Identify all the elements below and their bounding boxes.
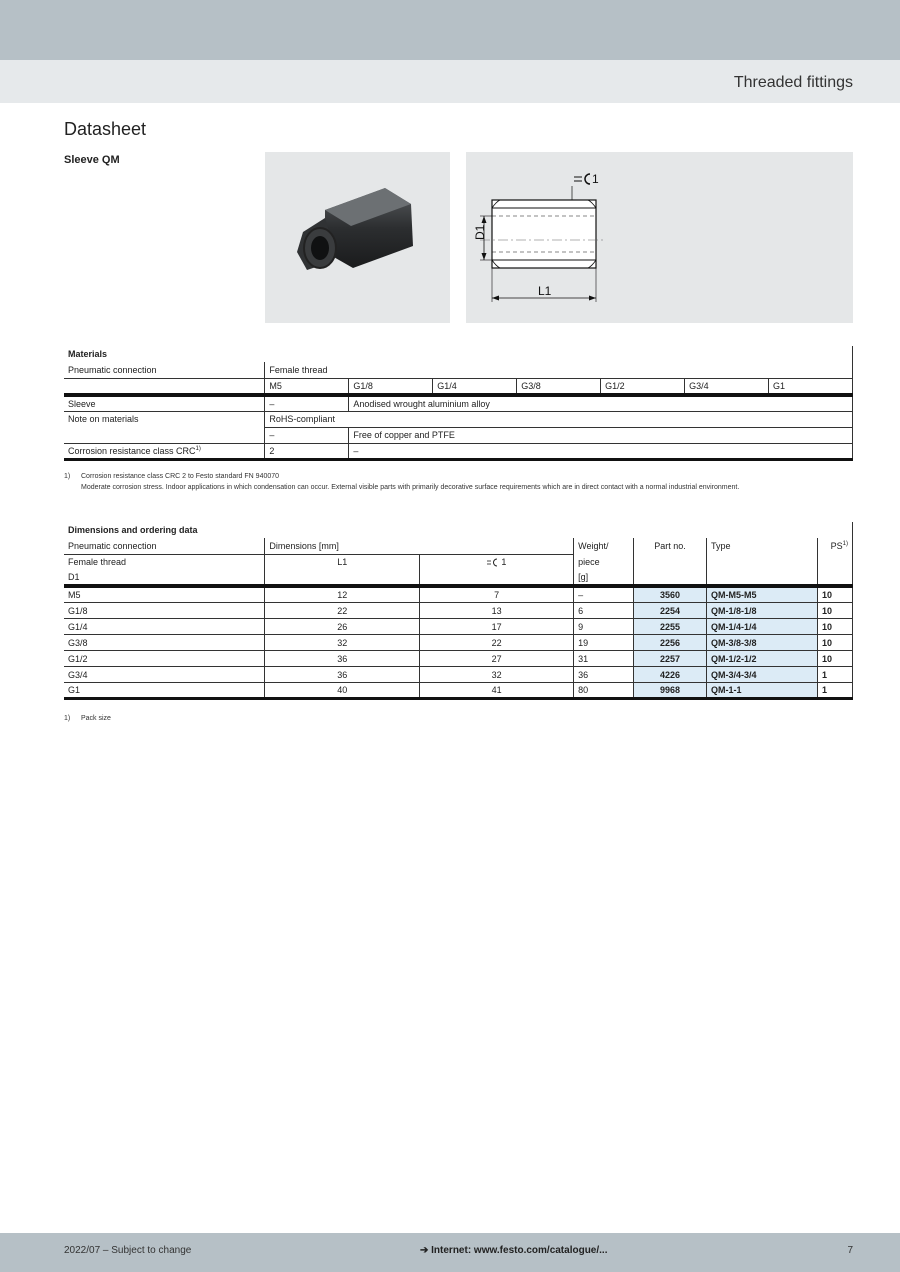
- thread-cell: G1: [64, 683, 265, 699]
- dim-col-conn: Pneumatic connection: [64, 538, 265, 554]
- part-number-cell: 4226: [634, 667, 707, 683]
- wrench-cell: 27: [420, 651, 574, 667]
- thread-g14: G1/4: [433, 378, 517, 395]
- pack-size-cell: 10: [817, 635, 852, 651]
- note-value: RoHS-compliant: [265, 411, 853, 427]
- blank-cell: [64, 427, 265, 443]
- wrench-label: 1: [592, 172, 599, 186]
- dim-col-partno: Part no.: [634, 538, 707, 554]
- table-row: [64, 619, 853, 635]
- thread-g38: G3/8: [517, 378, 601, 395]
- weight-cell: 19: [574, 635, 634, 651]
- sleeve-m5-value: –: [265, 395, 349, 412]
- section-bar: [0, 60, 900, 103]
- wrench-cell: 7: [420, 586, 574, 603]
- dim-sub-wrench: 1: [420, 554, 574, 570]
- thread-g34: G3/4: [685, 378, 769, 395]
- pack-size-cell: 10: [817, 603, 852, 619]
- pack-size-cell: 10: [817, 651, 852, 667]
- dimensions-title: Dimensions and ordering data: [64, 522, 853, 538]
- blank-cell: [64, 378, 265, 395]
- thread-g12: G1/2: [601, 378, 685, 395]
- note-label: Note on materials: [68, 414, 139, 425]
- weight-cell: 36: [574, 667, 634, 683]
- weight-cell: 31: [574, 651, 634, 667]
- part-number-cell: 3560: [634, 586, 707, 603]
- page-title: Datasheet: [64, 119, 147, 139]
- dim-sub-d1: D1: [64, 570, 265, 586]
- l1-cell: 40: [265, 683, 420, 699]
- technical-drawing: [466, 152, 853, 323]
- wrench-cell: 32: [420, 667, 574, 683]
- catalogue-link[interactable]: ➔ Internet: www.festo.com/catalogue/...: [420, 1245, 608, 1256]
- wrench-size-icon: [574, 174, 590, 184]
- type-cell: QM-M5-M5: [707, 586, 818, 603]
- part-number-cell: 2256: [634, 635, 707, 651]
- wrench-cell: 17: [420, 619, 574, 635]
- l1-cell: 36: [265, 651, 420, 667]
- dim-sub-unit: [g]: [574, 570, 634, 586]
- dimensions-rows: [64, 586, 853, 699]
- pack-size-cell: 10: [817, 586, 852, 603]
- footer-date: 2022/07 – Subject to change: [64, 1245, 192, 1256]
- crc-value: –: [349, 443, 853, 459]
- table-row: [64, 603, 853, 619]
- type-cell: QM-1-1: [707, 683, 818, 699]
- table-row: [64, 683, 853, 699]
- dim-col-weight: Weight/: [574, 538, 634, 554]
- dim-col-type: Type: [707, 538, 818, 554]
- part-number-cell: 9968: [634, 683, 707, 699]
- d1-label: D1: [473, 224, 487, 240]
- blank-cell: [817, 554, 852, 570]
- materials-title: Materials: [64, 346, 853, 362]
- table-row: [64, 651, 853, 667]
- type-cell: QM-1/4-1/4: [707, 619, 818, 635]
- wrench-cell: 22: [420, 635, 574, 651]
- blank-cell: [634, 570, 707, 586]
- blank-cell: [707, 554, 818, 570]
- page-footer: [0, 1233, 900, 1272]
- l1-cell: 32: [265, 635, 420, 651]
- blank-cell: [634, 554, 707, 570]
- blank-cell: [265, 570, 420, 586]
- l1-cell: 12: [265, 586, 420, 603]
- type-cell: QM-3/4-3/4: [707, 667, 818, 683]
- thread-g18: G1/8: [349, 378, 433, 395]
- blank-cell: [707, 570, 818, 586]
- product-photo: [265, 152, 450, 323]
- weight-cell: –: [574, 586, 634, 603]
- dimensions-table: [64, 522, 853, 700]
- pack-size-footnote: 1) Pack size: [64, 715, 111, 722]
- note2-m5-value: –: [265, 427, 349, 443]
- thread-cell: G3/8: [64, 635, 265, 651]
- blank-cell: [817, 570, 852, 586]
- pack-size-cell: 1: [817, 667, 852, 683]
- thread-cell: M5: [64, 586, 265, 603]
- crc-m5-value: 2: [265, 443, 349, 459]
- thread-cell: G1/8: [64, 603, 265, 619]
- type-cell: QM-3/8-3/8: [707, 635, 818, 651]
- wrench-size-icon: [487, 558, 499, 567]
- thread-cell: G3/4: [64, 667, 265, 683]
- materials-footnote: 1) Corrosion resistance class CRC 2 to Festo standard FN 940070 Moderate corrosion stress. Indoor applications in which condensation can occur. External visible parts with primarily decorative surface requirements which are in direct contact with a normal industrial environment.: [64, 473, 740, 491]
- note2-value: Free of copper and PTFE: [349, 427, 853, 443]
- wrench-cell: 13: [420, 603, 574, 619]
- part-number-cell: 2257: [634, 651, 707, 667]
- l1-cell: 22: [265, 603, 420, 619]
- dim-sub-l1: L1: [265, 554, 420, 570]
- dim-col-ps: PS$^{1)}$: [817, 538, 852, 554]
- table-row: [64, 586, 853, 603]
- product-title: Sleeve QM: [64, 154, 120, 166]
- wrench-cell: 41: [420, 683, 574, 699]
- dim-col-dims: Dimensions [mm]: [265, 538, 574, 554]
- blank-cell: [420, 570, 574, 586]
- pack-size-cell: 1: [817, 683, 852, 699]
- pack-size-cell: 10: [817, 619, 852, 635]
- weight-cell: 9: [574, 619, 634, 635]
- weight-cell: 80: [574, 683, 634, 699]
- crc-label: Corrosion resistance class CRC$^{1)}$: [64, 443, 265, 459]
- thread-m5: M5: [265, 378, 349, 395]
- sleeve-label: Sleeve: [64, 395, 265, 412]
- l1-cell: 36: [265, 667, 420, 683]
- page-number: 7: [847, 1245, 853, 1256]
- table-row: [64, 667, 853, 683]
- l1-label: L1: [538, 284, 552, 298]
- type-cell: QM-1/8-1/8: [707, 603, 818, 619]
- top-bar: [0, 0, 900, 60]
- table-row: [64, 635, 853, 651]
- dim-sub-piece: piece: [574, 554, 634, 570]
- sleeve-material: Anodised wrought aluminium alloy: [349, 395, 853, 412]
- weight-cell: 6: [574, 603, 634, 619]
- materials-col-label: Pneumatic connection: [64, 362, 265, 378]
- thread-cell: G1/4: [64, 619, 265, 635]
- part-number-cell: 2254: [634, 603, 707, 619]
- l1-cell: 26: [265, 619, 420, 635]
- thread-g1: G1: [769, 378, 853, 395]
- female-thread-label: Female thread: [265, 362, 853, 378]
- materials-table: [64, 346, 853, 461]
- thread-cell: G1/2: [64, 651, 265, 667]
- part-number-cell: 2255: [634, 619, 707, 635]
- type-cell: QM-1/2-1/2: [707, 651, 818, 667]
- section-title: Threaded fittings: [733, 74, 853, 91]
- dim-sub-thread: Female thread: [68, 557, 127, 568]
